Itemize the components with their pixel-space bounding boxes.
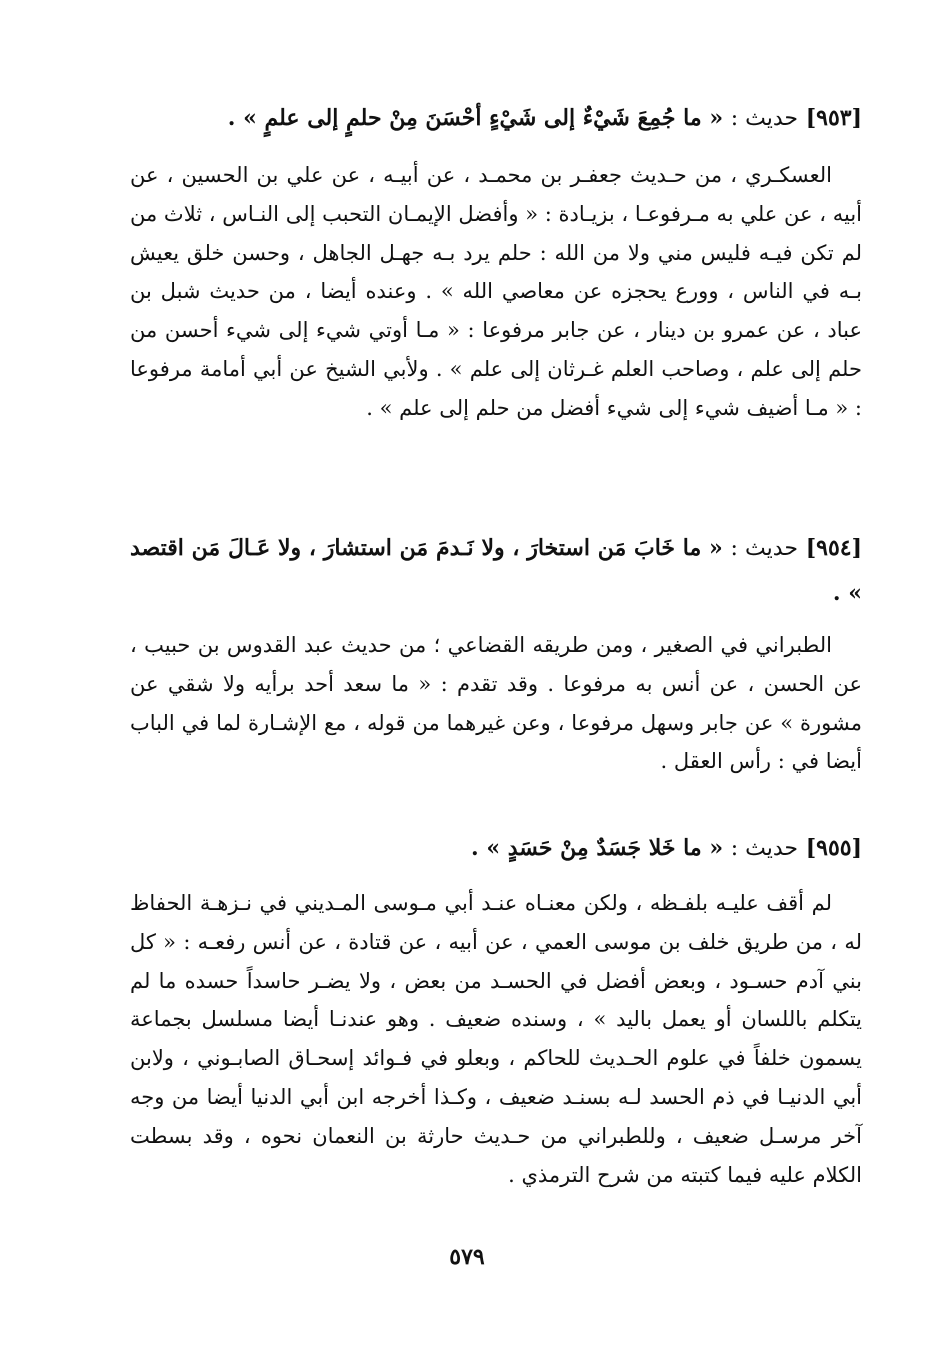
hadith-number: [٩٥٤]	[805, 535, 862, 561]
hadith-number: [٩٥٣]	[805, 105, 862, 131]
commentary-paragraph: العسكـري ، من حـديث جعفـر بن محمـد ، عن أبيـه ، عن علي بن الحسين ، عن أبيه ، عن علي به مـرفوعـا ، بزيـادة : « وأفضل الإيمـان التحبب إلى النـاس ، ثلاث من لم تكن فيـه فليس مني ولا من الله : حلم يرد بـه جهـل الجاهل ، وحسن خلق يعيش بـه في الناس ، وورع يحجزه عن معاصي الله » . وعنده أيضا ، من حديث شبل بن عباد ، عن عمرو بن دينار ، عن جابر مرفوعا : « مـا أوتي شيء إلى شيء أحسن من حلم إلى علم ، وصاحب العلم غـرثان إلى علم » . ولأبي الشيخ عن أبي أمامة مرفوعا : « مـا أضيف شيء إلى شيء أفضل من حلم إلى علم » .	[130, 163, 862, 420]
commentary-955	[130, 884, 862, 1194]
hadith-number: [٩٥٥]	[805, 835, 862, 861]
page-number: ٥٧٩	[449, 1244, 485, 1270]
hadith-text: « ما جُمِعَ شَيْءٌ إلى شَيْءٍ أحْسَنَ مِنْ حلمٍ إلى علمٍ » .	[227, 105, 724, 131]
hadith-heading-955	[130, 826, 862, 871]
hadith-heading-954	[130, 526, 862, 615]
hadith-text: « ما خَابَ مَن استخارَ ، ولا نَـدمَ مَن استشارَ ، ولا عَـالَ مَن اقتصد » .	[130, 535, 862, 606]
commentary-paragraph: لم أقف عليـه بلفـظه ، ولكن معنـاه عنـد أبي مـوسى المـديني في نـزهـة الحفاظ له ، من طريق خلف بن موسى العمي ، عن أبيه ، عن قتادة ، عن أنس رفعـه : « كل بني آدم حسـود ، وبعض أفضل في الحسـد من بعض ، ولا يضـر حاسداً حسده ما لم يتكلم باللسان أو يعمل باليد » ، وسنده ضعيف . وهو عندنـا أيضا مسلسل بجماعة يسمون خلفاً في علوم الحـديث للحاكم ، وبعلو في فـوائد إسحـاق الصابـوني ، ولابن أبي الدنيـا في ذم الحسد لـه بسنـد ضعيف ، وكـذا أخرجه ابن أبي الدنيا أيضا من وجه آخر مرسـل ضعيف ، وللطبراني من حـديث حارثة بن النعمان نحوه ، وقد بسطت الكلام عليه فيما كتبته من شرح الترمذي .	[130, 891, 862, 1187]
commentary-954	[130, 626, 862, 781]
hadith-label: حديث :	[730, 106, 799, 131]
commentary-953	[130, 156, 862, 428]
hadith-heading-953	[130, 96, 862, 141]
hadith-label: حديث :	[730, 836, 799, 861]
hadith-text: « ما خَلا جَسَدٌ مِنْ حَسَدٍ » .	[471, 835, 724, 861]
commentary-paragraph: الطبراني في الصغير ، ومن طريقه القضاعي ؛ من حديث عبد القدوس بن حبيب ، عن الحسن ، عن أنس به مرفوعا . وقد تقدم : « ما سعد أحد برأيه ولا شقي عن مشورة » عن جابر وسهل مرفوعا ، وعن غيرهما من قوله ، مع الإشـارة لما في الباب أيضا في : رأس العقل .	[130, 633, 862, 774]
hadith-label: حديث :	[730, 536, 798, 561]
